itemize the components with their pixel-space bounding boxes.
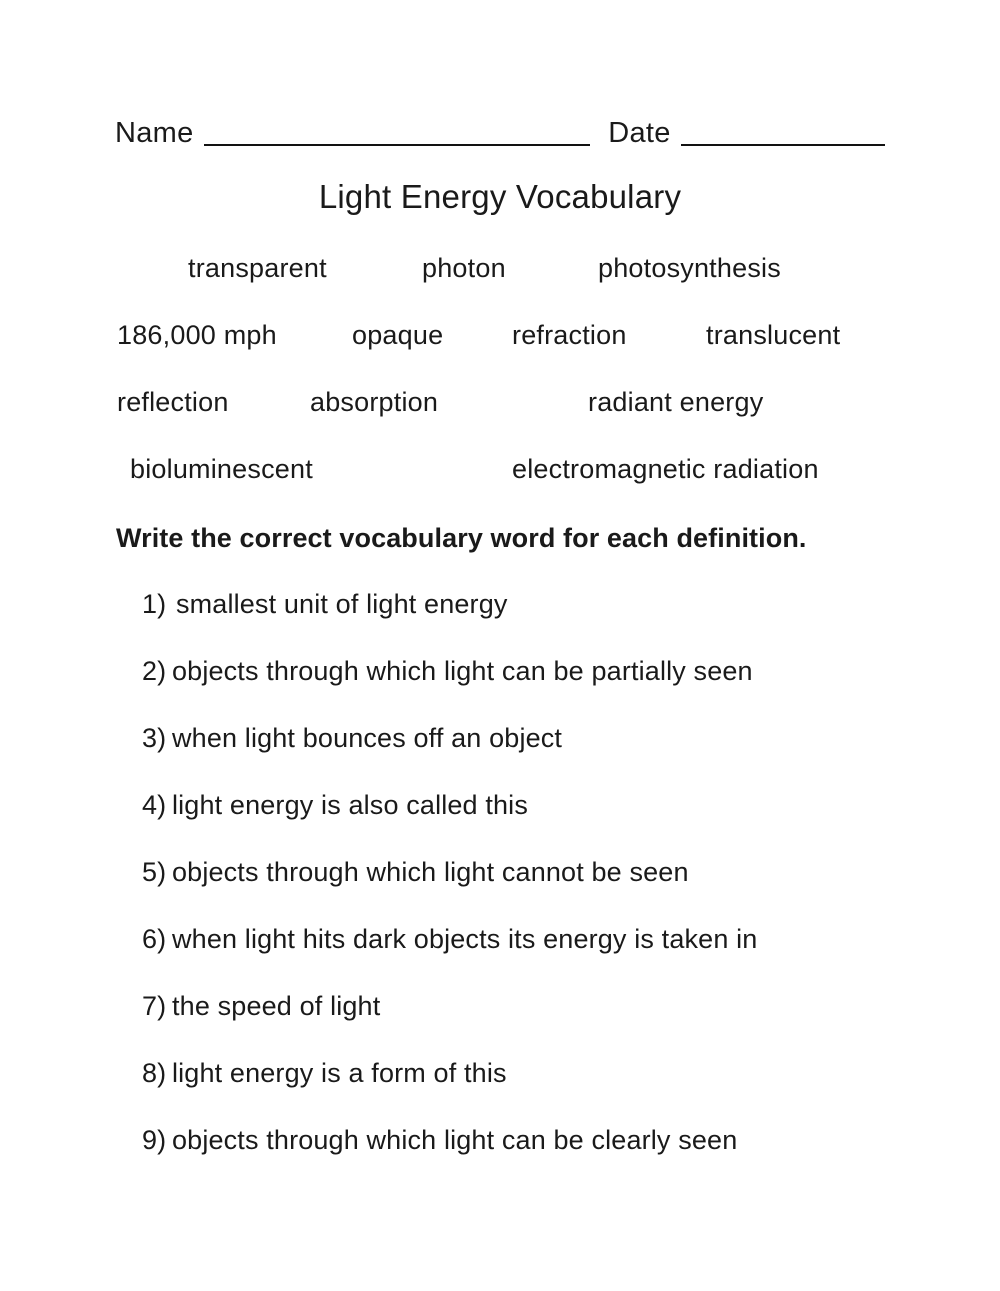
question-number: 3) [142,723,167,753]
question-text: when light bounces off an object [172,723,563,753]
question-number: 4) [142,790,167,820]
question-item [142,789,960,856]
word-bank-row [0,386,1000,453]
question-text: light energy is a form of this [172,1058,507,1088]
question-text: when light hits dark objects its energy is taken in [172,924,758,954]
question-item [142,990,960,1057]
question-text: light energy is also called this [172,790,528,820]
question-text: the speed of light [172,991,381,1021]
question-text: objects through which light cannot be seen [172,857,689,887]
name-date-row [115,108,885,150]
word-bank-word: reflection [117,387,229,417]
question-text: smallest unit of light energy [176,589,508,619]
question-item [142,588,960,655]
question-item [142,1057,960,1124]
question-number: 2) [142,656,167,686]
word-bank-row [0,252,1000,319]
question-number: 9) [142,1125,167,1155]
name-label: Name [115,117,194,149]
question-item [142,856,960,923]
question-text: objects through which light can be partially seen [172,656,753,686]
question-number: 5) [142,857,167,887]
word-bank-word: bioluminescent [130,454,313,484]
date-input-line[interactable] [681,144,885,146]
word-bank-word: photosynthesis [598,253,781,283]
question-item [142,923,960,990]
word-bank-row [0,453,1000,520]
word-bank-word: transparent [188,253,327,283]
question-text: objects through which light can be clearly seen [172,1125,738,1155]
question-number: 8) [142,1058,167,1088]
date-label: Date [608,117,671,149]
word-bank-word: photon [422,253,506,283]
word-bank-word: electromagnetic radiation [512,454,819,484]
word-bank-word: opaque [352,320,444,350]
question-list [142,588,960,1191]
word-bank-word: 186,000 mph [117,320,277,350]
question-number: 6) [142,924,167,954]
word-bank-word: absorption [310,387,439,417]
question-item [142,655,960,722]
word-bank-word: radiant energy [588,387,764,417]
word-bank-row [0,319,1000,386]
word-bank-word: translucent [706,320,841,350]
question-item [142,722,960,789]
question-item [142,1124,960,1191]
question-number: 7) [142,991,167,1021]
instruction-text: Write the correct vocabulary word for each definition. [116,523,807,553]
word-bank-word: refraction [512,320,627,350]
question-number: 1) [142,589,167,619]
name-input-line[interactable] [204,144,591,146]
word-bank [0,252,1000,520]
page-title: Light Energy Vocabulary [318,178,682,215]
